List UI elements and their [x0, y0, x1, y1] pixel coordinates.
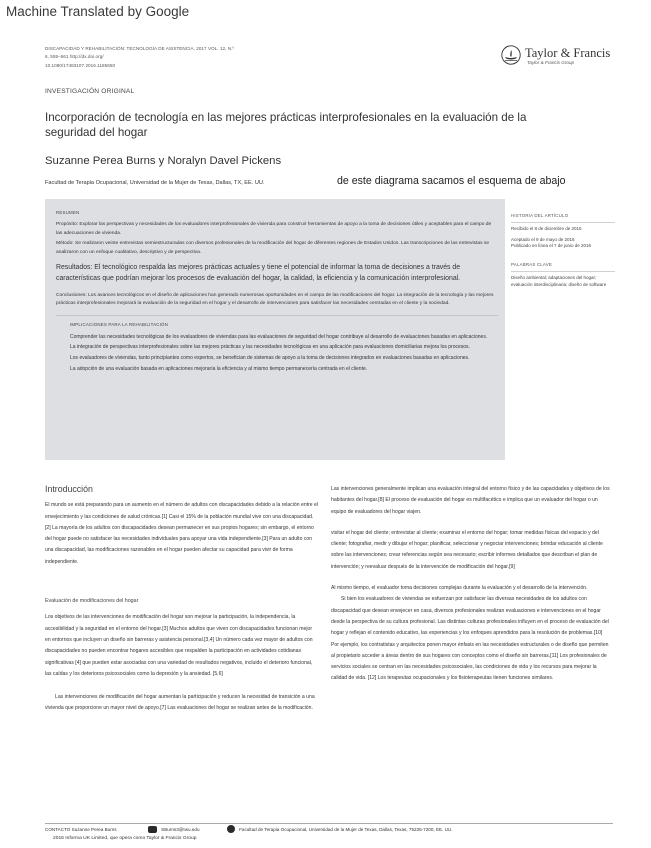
keywords-rule: [511, 271, 615, 272]
abstract-box: [45, 199, 505, 460]
history-heading: HISTORIA DEL ARTÍCULO: [511, 213, 569, 218]
copyright: 2016 Informa UK Limited, que opera como Taylor & Francis Group: [53, 836, 197, 841]
journal-line-1: DISCAPACIDAD Y REHABILITACIÓN: TECNOLOGÍA DE ASISTENCIA, 2017 VOL. 12, N.º: [45, 46, 235, 51]
keywords-sidebar: [511, 262, 615, 288]
intro-heading: Introducción: [45, 484, 93, 494]
eval-paragraph-2: Las intervenciones de modificación del hogar aumentan la participación y reducen la necesidad de transición a una vivienda que proporcione un mayor nivel de apoyo.[7] Las evaluaciones del hogar se realizan antes de la modificación.: [45, 694, 315, 712]
right-column: [331, 484, 613, 694]
contact-footer: [45, 826, 453, 834]
publisher-name: Taylor & Francis: [525, 46, 611, 60]
contact-address: Facultad de Terapia Ocupacional, Universidad de la Mujer de Texas, Dallas, Texas, 75235-7200, EE. UU.: [239, 827, 453, 833]
eval-heading: Evaluación de modificaciones del hogar: [45, 598, 139, 605]
taylor-francis-lamp-icon: [501, 45, 521, 65]
article-history-sidebar: [511, 213, 615, 250]
article-type-label: INVESTIGACIÓN ORIGINAL: [45, 88, 135, 95]
right-paragraph-1: Las intervenciones generalmente implican una evaluación integral del entorno físico y de las capacidades y objetivos de los habitantes del hogar.[8] El proceso de evaluación del hogar es multifacético e implica que un evaluador del hogar o un equipo de evaluadores del hogar viajen.: [331, 486, 610, 515]
machine-translated-banner: Machine Translated by Google: [6, 4, 190, 19]
authors: Suzanne Perea Burns y Noralyn Davel Pickens: [45, 155, 282, 167]
right-paragraph-5: Por ejemplo, los contratistas y arquitectos ponen mayor énfasis en las necesidades estructurales o de diseño que permiten al propietario acceder a áreas dentro de sus hogares con conceptos como el diseño sin barreras.[11] Los profesionales de servicios sociales se centran en las necesidades psicosociales, las condiciones de vida y los recursos para mejorar la calidad de vida. [12] Los terapeutas ocupacionales y los fisioterapeutas tienen funciones similares.: [331, 641, 609, 682]
contact-name: CONTACTO Suzanne Perea Burns: [45, 827, 117, 833]
contact-email[interactable]: SBurns3@twu.edu: [161, 827, 200, 833]
implication-item: Los evaluadores de viviendas, tanto principiantes como expertos, se benefician de sistemas de apoyo a la toma de decisiones integrados en evaluaciones basadas en aplicaciones.: [70, 354, 470, 361]
right-paragraph-2: visitar el hogar del cliente; entrevistar al cliente; examinar el entorno del hogar; tomar medidas físicas del espacio y del cliente; fotografiar, medir y dibujar el hogar; planificar, seleccionar y negociar intervenciones; brindar educación al cliente sobre las intervenciones; crear referencias según sea necesario; escribir informes detallados que describan el plan de intervención; y reevaluar después de la intervención de modificación del hogar.[9]: [331, 529, 603, 570]
journal-line-2: 6, 555–561 http://dx.doi.org/: [45, 54, 104, 60]
right-paragraph-4: Si bien los evaluadores de viviendas se esfuerzan por satisfacer las diversas necesidades de los adultos con discapacidad que desean envejecer en casa, diversos profesionales realizan evaluaciones e intervenciones en el hogar desde la perspectiva de su cultura profesional. Las distintas culturas profesionales influyen en el proceso de evaluación del hogar y reflejan el contenido educativo, las experiencias y los enfoques aprendidos para la resolución de problemas.[10]: [331, 596, 609, 637]
abstract-results: Resultados: El tecnológico respalda las mejores prácticas actuales y tiene el potencial de informar la toma de decisiones a través de características que podrían mejorar los procesos de evaluación del hogar, la calidad, la eficiencia y la comunicación interprofesional.: [56, 264, 461, 282]
footer-rule: [45, 823, 613, 824]
keywords-heading: PALABRAS CLAVE: [511, 262, 552, 267]
left-column: [45, 484, 318, 724]
implication-item: Comprender las necesidades tecnológicas de los evaluadores de viviendas para las evaluaciones de seguridad del hogar contribuye al desarrollo de evaluaciones basadas en aplicaciones.: [70, 333, 488, 340]
published-date: Publicado en línea el 7 de junio de 2016: [511, 243, 592, 249]
eval-paragraph-1: Los objetivos de las intervenciones de modificación del hogar son mejorar la participación, la independencia, la accesibilidad y la seguridad en el entorno del hogar.[3] Muchos adultos que viven con discapacidades funcionan mejor en entornos que incluyen un diseño sin barreras y asistencia personal.[3,4] Un número cada vez mayor de adultos con discapacidades no pueden encontrar hogares accesibles que respalden la participación en actividades cotidianas significativas [4] que pueden estar asociadas con una variedad de resultados negativos, incluido el deterioro funcional, las caídas y los deterioros psicosociales como la depresión y la ansiedad. [5,6]: [45, 614, 313, 677]
intro-paragraph: El mundo se está preparando para un aumento en el número de adultos con discapacidades debido a la relación entre el envejecimiento y las condiciones de salud crónicas.[1] Casi el 15% de la población mundial vive con una discapacidad.[2] La mayoría de los adultos con discapacidades desean permanecer en sus propios hogares; sin embargo, el entorno del hogar puede no satisfacer las necesidades individuales para apoyar una vida independiente.[3] Para un adulto con una discapacidad, las modificaciones razonables en el hogar pueden afectar su capacidad para vivir de forma independiente.: [45, 502, 318, 565]
publisher-logo: [501, 45, 613, 69]
abstract-divider: [56, 315, 498, 316]
affiliation: Facultad de Terapia Ocupacional, Universidad de la Mujer de Texas, Dallas, TX, EE. UU.: [45, 180, 265, 186]
keywords-list: Diseño ambiental; adaptaciones del hogar; evaluación interdisciplinaria; diseño de software: [511, 275, 607, 287]
received-date: Recibido el 8 de diciembre de 2015: [511, 226, 582, 232]
journal-doi[interactable]: 10.1080/17483107.2016.1185650: [45, 62, 116, 68]
accepted-date: Aceptado el 9 de mayo de 2016: [511, 236, 575, 242]
article-title: Incorporación de tecnología en las mejores prácticas interprofesionales en la evaluación de la seguridad del hogar: [45, 111, 527, 139]
publisher-group: Taylor & Francis Group: [527, 60, 575, 65]
abstract-heading: RESUMEN: [56, 210, 80, 215]
implications-heading: IMPLICACIONES PARA LA REHABILITACIÓN: [70, 321, 169, 327]
right-paragraph-3: Al mismo tiempo, el evaluador toma decisiones complejas durante la evaluación y el desarrollo de la intervención.: [331, 585, 588, 592]
abstract-purpose: Propósito: Explorar las perspectivas y necesidades de los evaluadores interprofesionales de vivienda para construir herramientas de apoyo a la toma de decisiones útiles y aceptables para el campo de las adecuaciones de vivienda.: [56, 222, 492, 236]
journal-info: [45, 45, 375, 70]
implication-item: La integración de perspectivas interprofesionales sobre las mejores prácticas y las necesidades tecnológicas en una aplicación para evaluaciones domiciliarias mejora los procesos.: [70, 344, 470, 351]
location-icon: [227, 825, 235, 833]
abstract-conclusions: Conclusiones: Los avances tecnológicos en el diseño de aplicaciones han generado numerosas oportunidades en el campo de las modificaciones del hogar. La integración de la tecnología y las mejores prácticas interprofesionales mejorará la evaluación de la seguridad en el hogar y el desarrollo de intervenciones para satisfacer las necesidades centradas en el cliente y la sociedad.: [56, 292, 494, 307]
abstract-method: Método: Se realizaron veinte entrevistas semiestructuradas con diversos profesionales de la modificación del hogar de diferentes regiones de Estados Unidos. Las transcripciones de las entrevistas se analizaron con un enfoque cualitativo, descriptivo y de perspectiva.: [56, 241, 490, 255]
email-icon: [148, 826, 157, 833]
history-rule: [511, 222, 615, 223]
implication-item: La adopción de una evaluación basada en aplicaciones mejoraría la eficiencia y al mismo tiempo permanecería centrada en el cliente.: [70, 365, 368, 372]
overlay-caption: de este diagrama sacamos el esquema de abajo: [337, 175, 566, 187]
